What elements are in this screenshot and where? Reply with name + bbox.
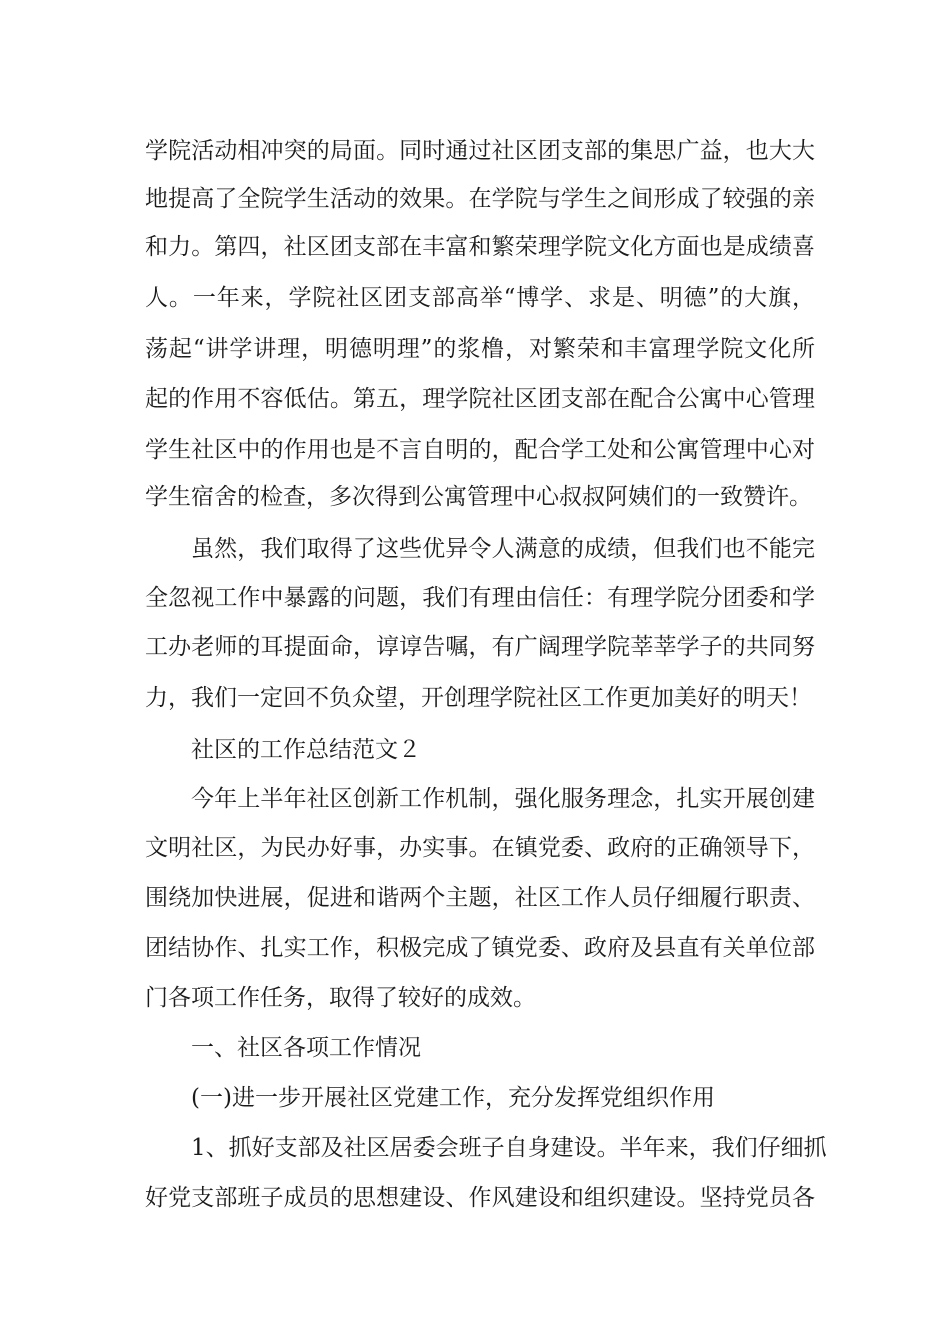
text-line: 文明社区，为民办好事，办实事。在镇党委、政府的正确领导下， (145, 835, 815, 861)
text-line: 人。一年来，学院社区团支部高举“博学、求是、明德”的大旗， (145, 285, 815, 311)
text-line: 全忽视工作中暴露的问题，我们有理由信任：有理学院分团委和学 (145, 585, 815, 611)
text-line: 学院活动相冲突的局面。同时通过社区团支部的集思广益，也大大 (145, 138, 815, 164)
text-line: 力，我们一定回不负众望，开创理学院社区工作更加美好的明天！ (145, 685, 812, 711)
section-heading: 一、社区各项工作情况 (191, 1035, 421, 1061)
text-line: 今年上半年社区创新工作机制，强化服务理念，扎实开展创建 (191, 786, 815, 812)
section-heading: 社区的工作总结范文２ (191, 737, 421, 763)
text-line: 好党支部班子成员的思想建设、作风建设和组织建设。坚持党员各 (145, 1185, 815, 1211)
text-line: 门各项工作任务，取得了较好的成效。 (145, 985, 536, 1011)
text-line: 1、抓好支部及社区居委会班子自身建设。半年来，我们仔细抓 (191, 1135, 827, 1161)
text-line: 虽然，我们取得了这些优异令人满意的成绩，但我们也不能完 (191, 536, 815, 562)
text-line: 学生宿舍的检查，多次得到公寓管理中心叔叔阿姨们的一致赞许。 (145, 484, 812, 510)
text-line: 围绕加快进展，促进和谐两个主题，社区工作人员仔细履行职责、 (145, 885, 815, 911)
text-line: 和力。第四，社区团支部在丰富和繁荣理学院文化方面也是成绩喜 (145, 234, 815, 260)
text-line: 团结协作、扎实工作，积极完成了镇党委、政府及县直有关单位部 (145, 935, 815, 961)
text-line: 起的作用不容低估。第五，理学院社区团支部在配合公寓中心管理 (145, 386, 815, 412)
subsection-heading: (一)进一步开展社区党建工作，充分发挥党组织作用 (191, 1085, 715, 1111)
text-line: 学生社区中的作用也是不言自明的，配合学工处和公寓管理中心对 (145, 437, 815, 463)
text-line: 工办老师的耳提面命，谆谆告嘱，有广阔理学院莘莘学子的共同努 (145, 634, 815, 660)
text-line: 地提高了全院学生活动的效果。在学院与学生之间形成了较强的亲 (145, 186, 815, 212)
text-line: 荡起“讲学讲理，明德明理”的浆橹，对繁荣和丰富理学院文化所 (145, 336, 815, 362)
